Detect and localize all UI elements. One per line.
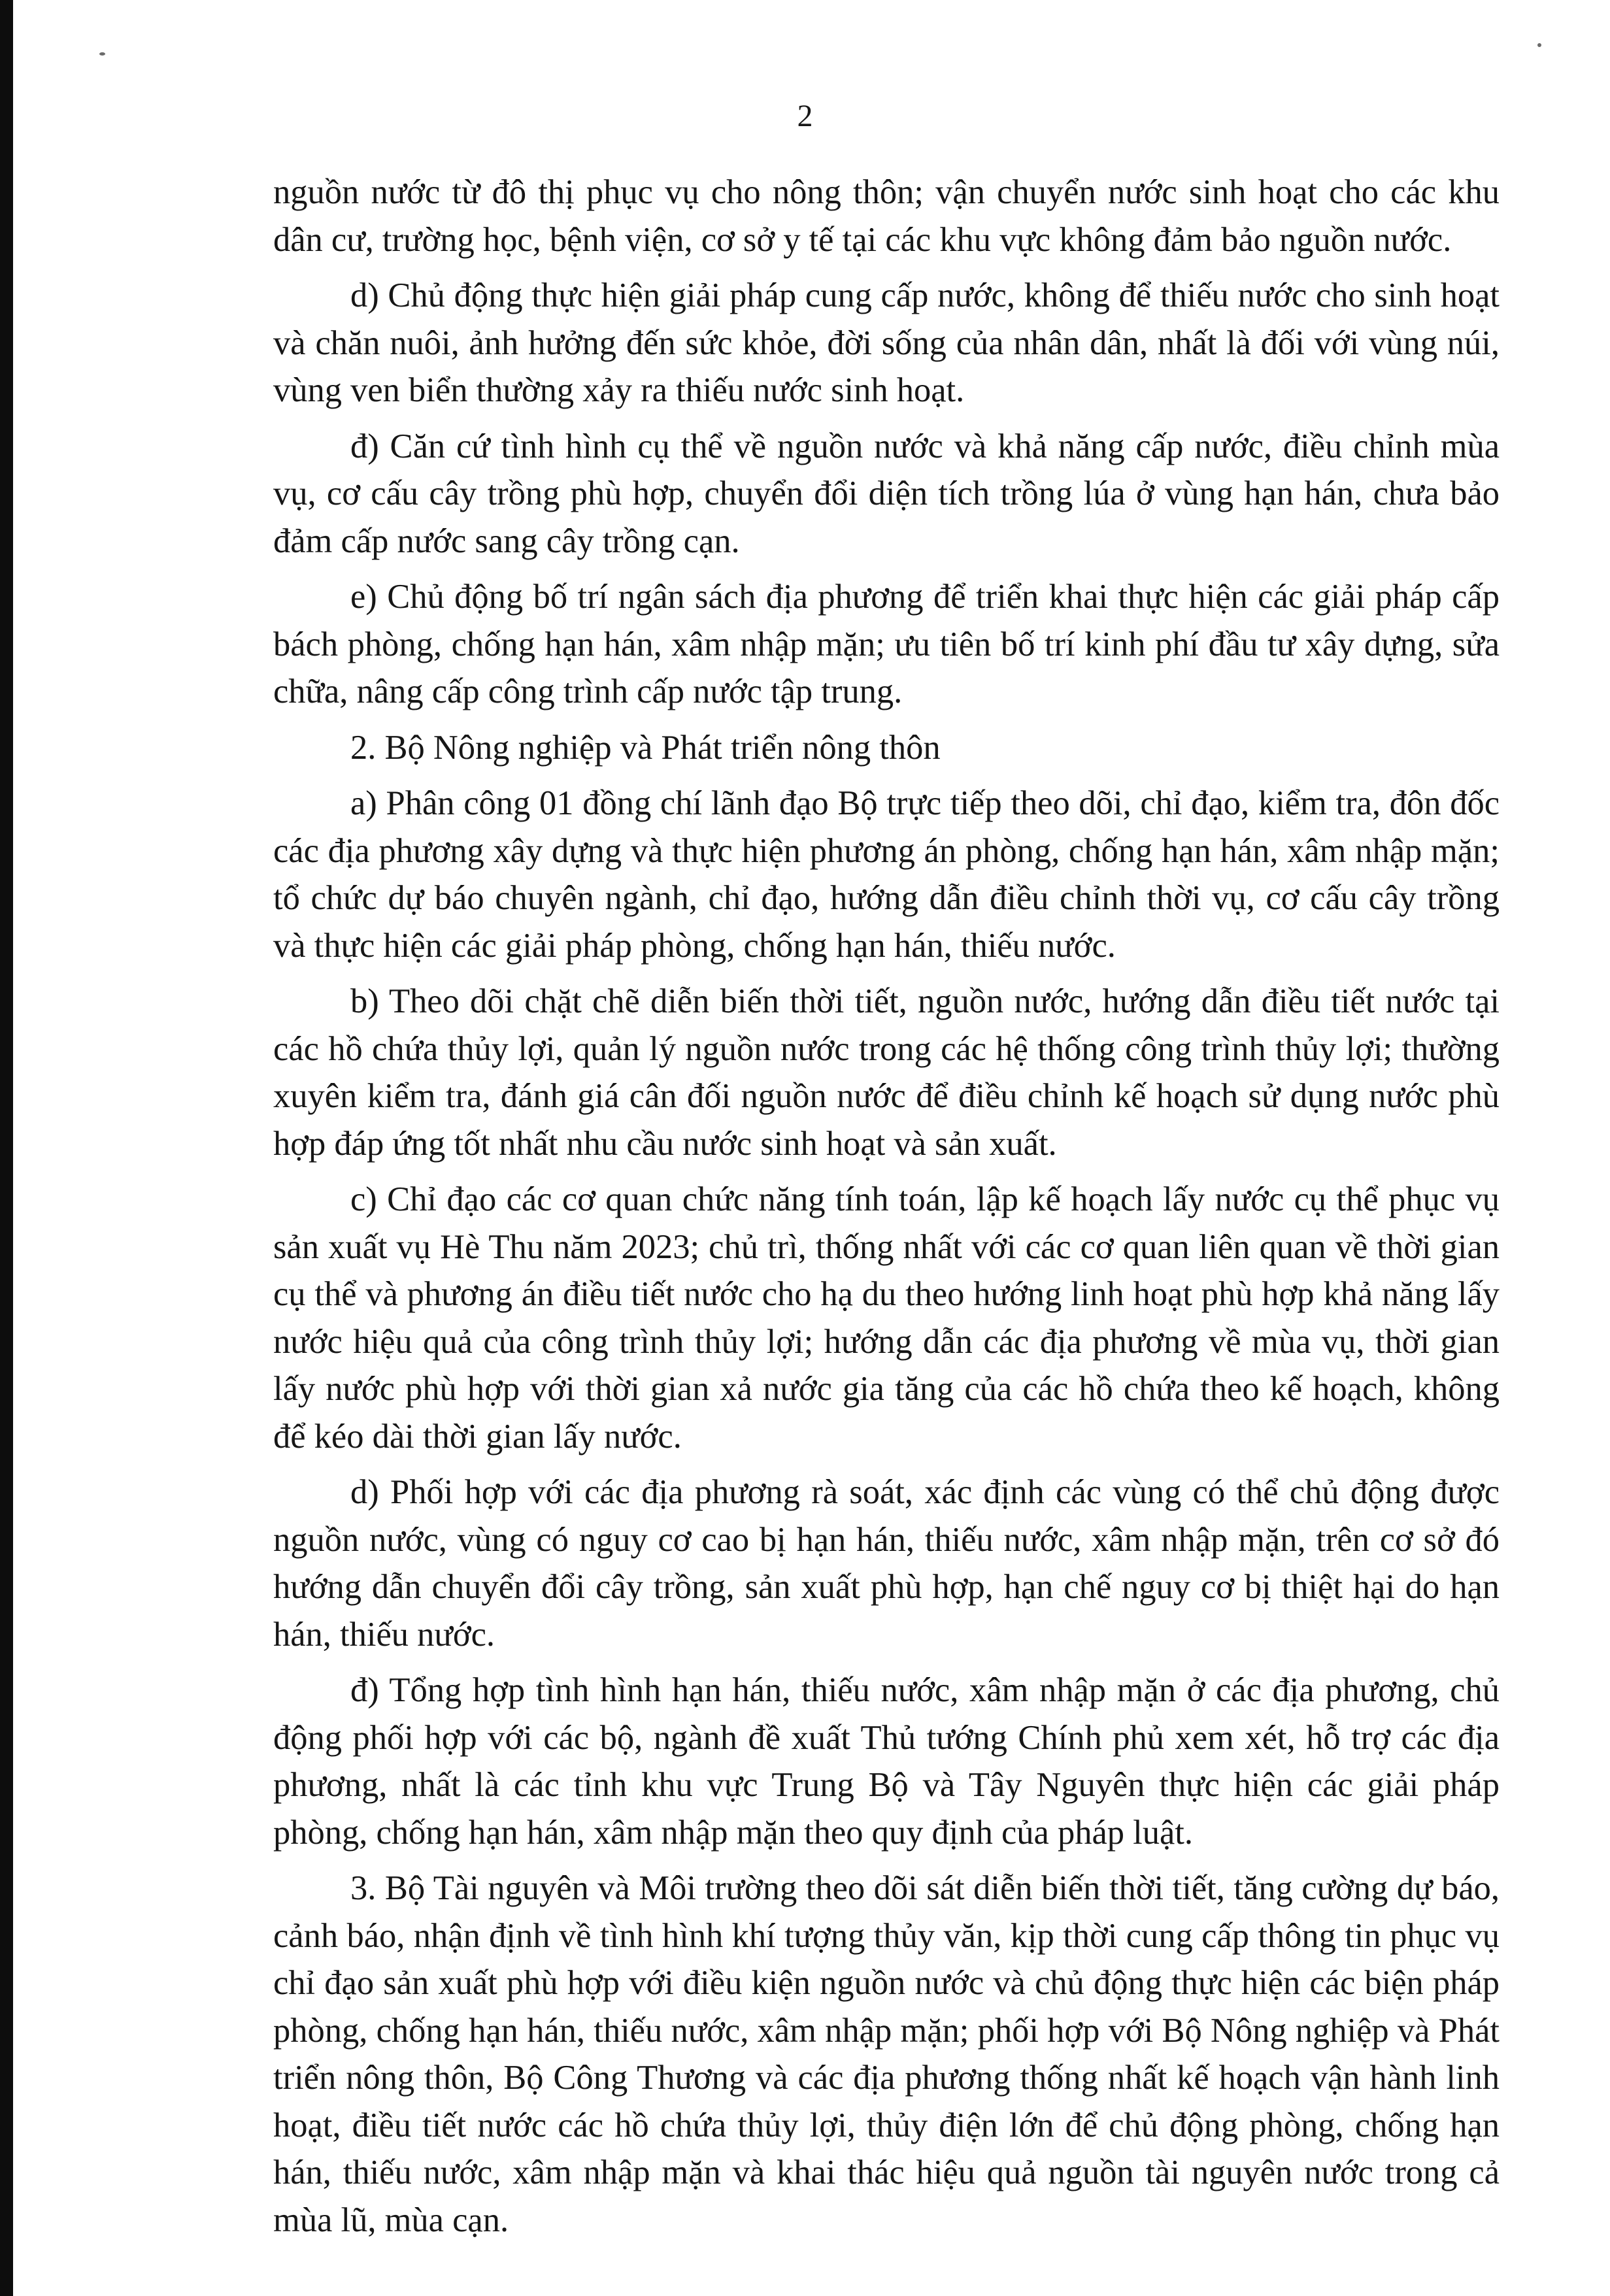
paragraph-continuation: nguồn nước từ đô thị phục vụ cho nông thôn; vận chuyển nước sinh hoạt cho các khu dân cư, trường học, bệnh viện, cơ sở y tế tại các khu vực không đảm bảo nguồn nước. — [273, 173, 1500, 259]
paragraph-2a: a) Phân công 01 đồng chí lãnh đạo Bộ trực tiếp theo dõi, chỉ đạo, kiểm tra, đôn đốc các địa phương xây dựng và thực hiện phương án phòng, chống hạn hán, xâm nhập mặn; tổ chức dự báo chuyên ngành, chỉ đạo, hướng dẫn điều chỉnh thời vụ, cơ cấu cây trồng và thực hiện các giải pháp phòng, chống hạn hán, thiếu nước. — [273, 784, 1500, 965]
paragraph-1e: e) Chủ động bố trí ngân sách địa phương để triển khai thực hiện các giải pháp cấp bách phòng, chống hạn hán, xâm nhập mặn; ưu tiên bố trí kinh phí đầu tư xây dựng, sửa chữa, nâng cấp công trình cấp nước tập trung. — [273, 578, 1500, 710]
paragraph-2d: d) Phối hợp với các địa phương rà soát, xác định các vùng có thể chủ động được nguồn nước, vùng có nguy cơ cao bị hạn hán, thiếu nước, xâm nhập mặn, trên cơ sở đó hướng dẫn chuyển đổi cây trồng, sản xuất phù hợp, hạn chế nguy cơ bị thiệt hại do hạn hán, thiếu nước. — [273, 1473, 1500, 1654]
paragraph-2c: c) Chỉ đạo các cơ quan chức năng tính toán, lập kế hoạch lấy nước cụ thể phục vụ sản xuất vụ Hè Thu năm 2023; chủ trì, thống nhất với các cơ quan liên quan về thời gian cụ thể và phương án điều tiết nước cho hạ du theo hướng linh hoạt phù hợp khả năng lấy nước hiệu quả của công trình thủy lợi; hướng dẫn các địa phương về mùa vụ, thời gian lấy nước phù hợp với thời gian xả nước gia tăng của các hồ chứa theo kế hoạch, không để kéo dài thời gian lấy nước. — [273, 1180, 1500, 1456]
scan-speck — [1537, 43, 1541, 47]
page-number: 2 — [797, 99, 813, 133]
scan-speck — [99, 52, 105, 56]
paragraph-3: 3. Bộ Tài nguyên và Môi trường theo dõi sát diễn biến thời tiết, tăng cường dự báo, cảnh báo, nhận định về tình hình khí tượng thủy văn, kịp thời cung cấp thông tin phục vụ chỉ đạo sản xuất phù hợp với điều kiện nguồn nước và chủ động thực hiện các biện pháp phòng, chống hạn hán, thiếu nước, xâm nhập mặn; phối hợp với Bộ Nông nghiệp và Phát triển nông thôn, Bộ Công Thương và các địa phương thống nhất kế hoạch vận hành linh hoạt, điều tiết nước các hồ chứa thủy lợi, thủy điện lớn để chủ động phòng, chống hạn hán, thiếu nước, xâm nhập mặn và khai thác hiệu quả nguồn tài nguyên nước trong cả mùa lũ, mùa cạn. — [273, 1869, 1500, 2239]
document-body — [273, 169, 1500, 2244]
section-heading-2: 2. Bộ Nông nghiệp và Phát triển nông thôn — [350, 728, 941, 767]
scan-edge — [0, 0, 13, 2296]
paragraph-1d: d) Chủ động thực hiện giải pháp cung cấp nước, không để thiếu nước cho sinh hoạt và chăn nuôi, ảnh hưởng đến sức khỏe, đời sống của nhân dân, nhất là đối với vùng núi, vùng ven biển thường xảy ra thiếu nước sinh hoạt. — [273, 276, 1500, 409]
paragraph-2b: b) Theo dõi chặt chẽ diễn biến thời tiết, nguồn nước, hướng dẫn điều tiết nước tại các hồ chứa thủy lợi, quản lý nguồn nước trong các hệ thống công trình thủy lợi; thường xuyên kiểm tra, đánh giá cân đối nguồn nước để điều chỉnh kế hoạch sử dụng nước phù hợp đáp ứng tốt nhất nhu cầu nước sinh hoạt và sản xuất. — [273, 982, 1500, 1163]
paragraph-1dd: đ) Căn cứ tình hình cụ thể về nguồn nước và khả năng cấp nước, điều chỉnh mùa vụ, cơ cấu cây trồng phù hợp, chuyển đổi diện tích trồng lúa ở vùng hạn hán, chưa bảo đảm cấp nước sang cây trồng cạn. — [273, 427, 1500, 560]
paragraph-2dd: đ) Tổng hợp tình hình hạn hán, thiếu nước, xâm nhập mặn ở các địa phương, chủ động phối hợp với các bộ, ngành đề xuất Thủ tướng Chính phủ xem xét, hỗ trợ các địa phương, nhất là các tỉnh khu vực Trung Bộ và Tây Nguyên thực hiện các giải pháp phòng, chống hạn hán, xâm nhập mặn theo quy định của pháp luật. — [273, 1671, 1500, 1852]
